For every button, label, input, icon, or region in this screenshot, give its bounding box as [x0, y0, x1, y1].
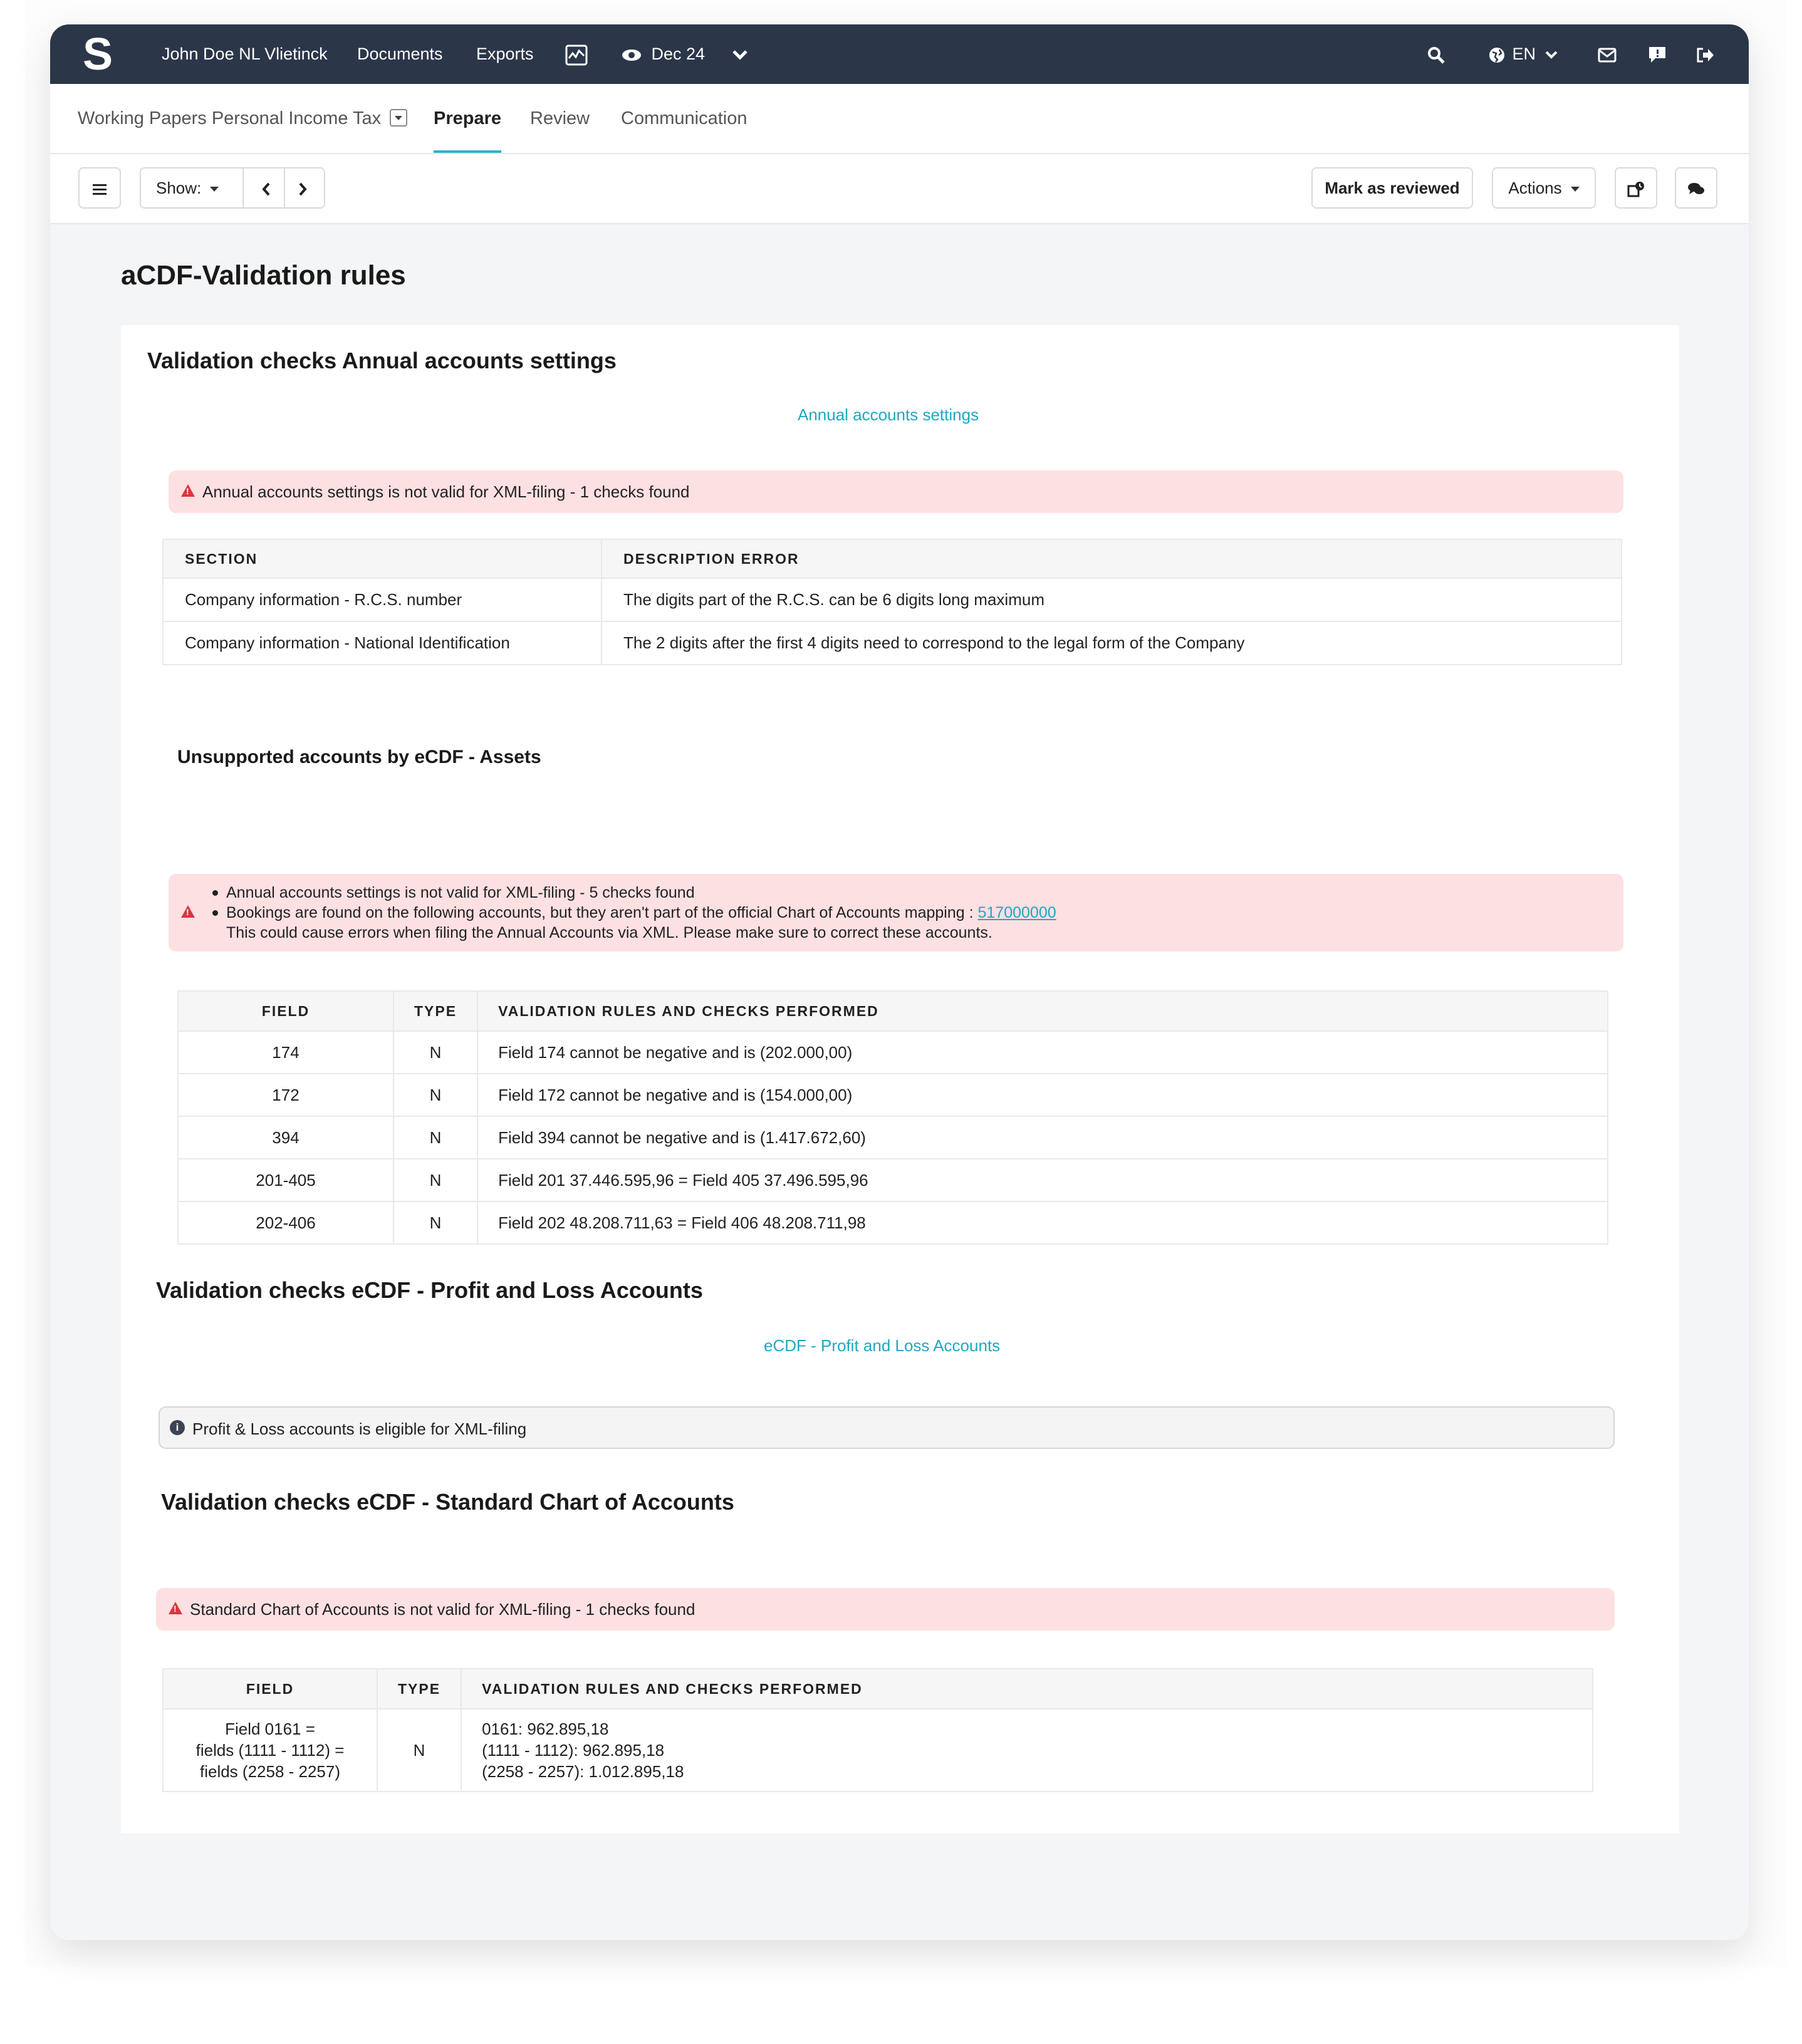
column-header: TYPE: [377, 1669, 461, 1709]
table-row: [178, 1201, 1608, 1244]
standard-chart-validation-table: [162, 1668, 1593, 1792]
account-517000000-link[interactable]: 517000000: [977, 904, 1056, 921]
info-text: Profit & Loss accounts is eligible for XML-filing: [192, 1419, 527, 1438]
eye-icon: [622, 48, 642, 62]
table-cell: N: [393, 1201, 477, 1244]
column-header: FIELD: [163, 1669, 377, 1709]
assets-validation-table: [177, 990, 1608, 1245]
table-cell: [163, 1709, 377, 1792]
chevron-right-icon: [298, 182, 308, 197]
cell-line: fields (2258 - 2257): [199, 1762, 341, 1781]
warning-icon: [181, 484, 195, 497]
column-header: SECTION: [163, 539, 602, 578]
table-cell: N: [377, 1709, 461, 1792]
column-header: VALIDATION RULES AND CHECKS PERFORMED: [461, 1669, 1593, 1709]
table-row: [178, 1031, 1608, 1074]
document-clock-icon: [1627, 181, 1645, 197]
search-icon[interactable]: [1427, 24, 1445, 84]
tab-communication[interactable]: Communication: [621, 108, 747, 128]
app-logo[interactable]: [79, 29, 117, 80]
cell-line: Field 0161 =: [225, 1720, 315, 1738]
section-standard-chart-title: Validation checks eCDF - Standard Chart of Accounts: [161, 1489, 734, 1515]
tab-review[interactable]: Review: [530, 108, 590, 128]
show-dropdown[interactable]: [156, 169, 219, 207]
alert-text: Annual accounts settings is not valid for XML-filing - 5 checks found: [226, 884, 695, 901]
table-cell: N: [393, 1116, 477, 1159]
tab-working-papers-label: Working Papers Personal Income Tax: [78, 108, 382, 128]
nav-user[interactable]: John Doe NL Vlietinck: [162, 44, 328, 63]
toolbar: [50, 154, 1749, 224]
column-header: VALIDATION RULES AND CHECKS PERFORMED: [477, 991, 1608, 1031]
hamburger-icon: [91, 182, 108, 196]
actions-button[interactable]: [1492, 167, 1596, 209]
table-cell: 174: [178, 1031, 393, 1074]
table-cell: The digits part of the R.C.S. can be 6 digits long maximum: [602, 578, 1622, 621]
chevron-left-icon: [261, 182, 271, 197]
nav-exports[interactable]: Exports: [476, 44, 534, 63]
show-label: Show:: [156, 179, 202, 197]
chevron-down-icon: [1544, 50, 1558, 60]
unsupported-accounts-title: Unsupported accounts by eCDF - Assets: [177, 747, 541, 767]
table-cell: N: [393, 1031, 477, 1074]
profit-loss-accounts-link[interactable]: eCDF - Profit and Loss Accounts: [764, 1336, 1001, 1355]
table-row: [163, 1709, 1593, 1792]
table-cell: Company information - National Identification: [163, 621, 602, 665]
comments-button[interactable]: [1675, 167, 1717, 209]
chevron-down-icon[interactable]: [732, 24, 748, 84]
page-title: aCDF-Validation rules: [121, 260, 406, 291]
table-cell: 394: [178, 1116, 393, 1159]
alert-text: Annual accounts settings is not valid for XML-filing - 1 checks found: [202, 482, 690, 501]
warning-icon: [169, 1602, 182, 1614]
cell-line: (2258 - 2257): 1.012.895,18: [482, 1762, 684, 1781]
activity-icon[interactable]: [565, 24, 588, 84]
logo-letter: S: [82, 29, 113, 80]
column-header: FIELD: [178, 991, 393, 1031]
table-row: [178, 1074, 1608, 1116]
show-filter-group: [140, 167, 325, 209]
table-row: [178, 1159, 1608, 1201]
alert-text: Standard Chart of Accounts is not valid for XML-filing - 1 checks found: [190, 1600, 695, 1619]
table-row: [178, 1116, 1608, 1159]
actions-label: Actions: [1508, 179, 1562, 197]
annual-accounts-settings-link[interactable]: Annual accounts settings: [798, 405, 979, 424]
previous-button[interactable]: [253, 169, 280, 207]
alert-note: This could cause errors when filing the Annual Accounts via XML. Please make sure to correct these accounts.: [226, 924, 992, 942]
alert-bullet-2: [226, 903, 1605, 923]
table-cell: Field 201 37.446.595,96 = Field 405 37.496.595,96: [477, 1159, 1608, 1201]
globe-icon: [1489, 47, 1505, 63]
tab-prepare[interactable]: Prepare: [434, 84, 501, 153]
tab-working-papers[interactable]: [78, 84, 407, 153]
logout-icon[interactable]: [1695, 24, 1714, 84]
mail-icon[interactable]: [1598, 24, 1617, 84]
column-header: DESCRIPTION ERROR: [602, 539, 1622, 578]
info-icon: i: [170, 1420, 185, 1435]
table-cell: Company information - R.C.S. number: [163, 578, 602, 621]
section-profit-loss-title: Validation checks eCDF - Profit and Loss Accounts: [156, 1277, 703, 1303]
period-label: Dec 24: [651, 44, 706, 63]
document-history-button[interactable]: [1615, 167, 1657, 209]
table-cell: Field 174 cannot be negative and is (202.000,00): [477, 1031, 1608, 1074]
table-cell: The 2 digits after the first 4 digits need to correspond to the legal form of the Company: [602, 621, 1622, 665]
alert-unsupported-accounts: [169, 874, 1623, 952]
table-cell: Field 394 cannot be negative and is (1.417.672,60): [477, 1116, 1608, 1159]
cell-line: 0161: 962.895,18: [482, 1720, 609, 1738]
table-cell: Field 172 cannot be negative and is (154.000,00): [477, 1074, 1608, 1116]
table-cell: Field 202 48.208.711,63 = Field 406 48.208.711,98: [477, 1201, 1608, 1244]
annual-accounts-errors-table: [162, 539, 1622, 665]
table-cell: 201-405: [178, 1159, 393, 1201]
sub-header: [50, 84, 1749, 197]
menu-button[interactable]: [78, 167, 121, 209]
table-cell: [461, 1709, 1593, 1792]
period-selector[interactable]: [622, 24, 705, 84]
table-row: [163, 621, 1622, 665]
alert-standard-chart: [156, 1588, 1615, 1631]
alert-bullet-1: [226, 883, 1605, 903]
cell-line: fields (1111 - 1112) =: [195, 1741, 345, 1760]
alert-text: Bookings are found on the following accounts, but they aren't part of the official Chart of Accounts mapping :: [226, 904, 978, 921]
dropdown-icon[interactable]: [390, 109, 407, 127]
content-panel: [121, 325, 1679, 1834]
table-cell: N: [393, 1159, 477, 1201]
mark-as-reviewed-button[interactable]: Mark as reviewed: [1311, 167, 1473, 209]
warning-icon: [181, 905, 195, 918]
feedback-icon[interactable]: [1648, 24, 1667, 84]
nav-documents[interactable]: Documents: [357, 44, 443, 63]
table-cell: 172: [178, 1074, 393, 1116]
language-selector[interactable]: [1489, 24, 1558, 84]
next-button[interactable]: [289, 169, 316, 207]
comments-icon: [1687, 181, 1706, 197]
top-navbar: [50, 24, 1749, 84]
info-profit-loss: [159, 1406, 1615, 1449]
app-window: [50, 24, 1749, 1940]
alert-annual-accounts: [169, 470, 1623, 513]
table-cell: 202-406: [178, 1201, 393, 1244]
tab-bar: [50, 84, 1749, 154]
language-label: EN: [1512, 44, 1536, 63]
section-annual-accounts-title: Validation checks Annual accounts settings: [147, 348, 617, 373]
table-row: [163, 578, 1622, 621]
cell-line: (1111 - 1112): 962.895,18: [482, 1741, 665, 1760]
table-cell: N: [393, 1074, 477, 1116]
column-header: TYPE: [393, 991, 477, 1031]
